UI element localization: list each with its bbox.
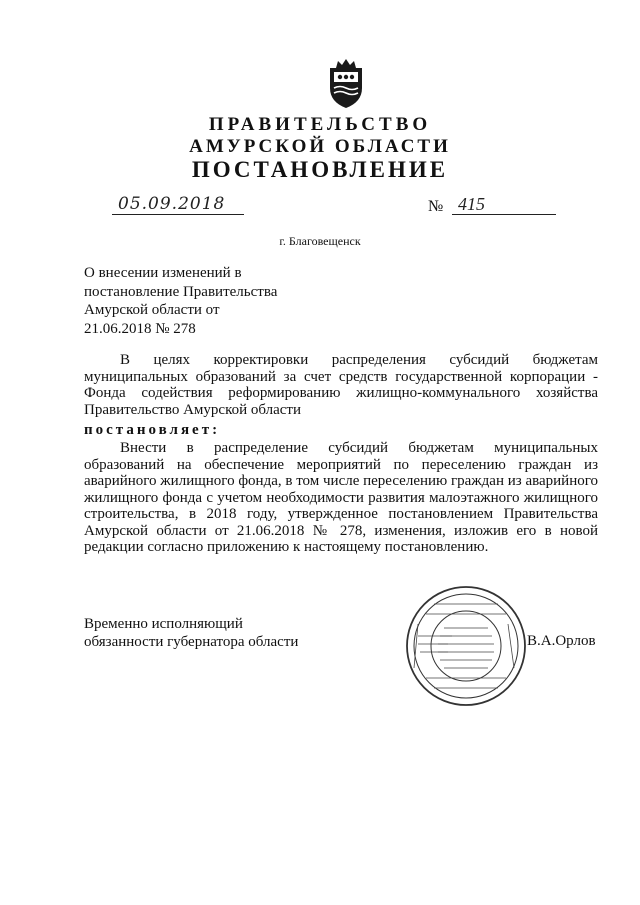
signatory-position xyxy=(84,615,298,651)
document-date: 05.09.2018 xyxy=(118,194,226,214)
position-line: Временно исполняющий xyxy=(84,616,243,632)
subject-line: 21.06.2018 № 278 xyxy=(84,320,196,337)
decree-word: постановляет: xyxy=(84,422,221,438)
city: г. Благовещенск xyxy=(279,234,361,248)
resolution-paragraph: Внести в распределение субсидий бюджетам муниципальных образований на обеспечение мероприятий по переселению граждан из аварийного жилищного фонда, в том числе переселению граждан из аварийного жилищного фонда с учетом необходимости развития малоэтажного жилищного строительства, в 2018 году, утвержденное постановлением Правительства Амурской области от 21.06.2018 № 278, изменения, изложив его в новой редакции согласно приложению к настоящему постановлению. xyxy=(84,440,598,555)
document-subject xyxy=(84,264,277,338)
date-underline xyxy=(112,214,244,215)
subject-line: Амурской области от xyxy=(84,302,220,318)
number-underline xyxy=(452,214,556,215)
official-seal-icon xyxy=(404,584,528,708)
organization-line-2: АМУРСКОЙ ОБЛАСТИ xyxy=(189,136,451,157)
number-sign: № xyxy=(428,198,444,215)
document-number: 415 xyxy=(458,194,485,214)
subject-line: постановление Правительства xyxy=(84,283,278,300)
position-line: обязанности губернатора области xyxy=(84,634,299,650)
signatory-name: В.А.Орлов xyxy=(527,633,596,649)
subject-line: О внесении изменений в xyxy=(84,265,242,281)
coat-of-arms-icon xyxy=(326,58,366,110)
document-type: ПОСТАНОВЛЕНИЕ xyxy=(191,157,449,182)
organization-line-1: ПРАВИТЕЛЬСТВО xyxy=(208,114,432,135)
preamble-paragraph: В целях корректировки распределения субсидий бюджетам муниципальных образований за счет средств государственной корпорации - Фонда содействия реформированию жилищно-коммунального хозяйства Правительство Амурской области xyxy=(84,352,598,418)
